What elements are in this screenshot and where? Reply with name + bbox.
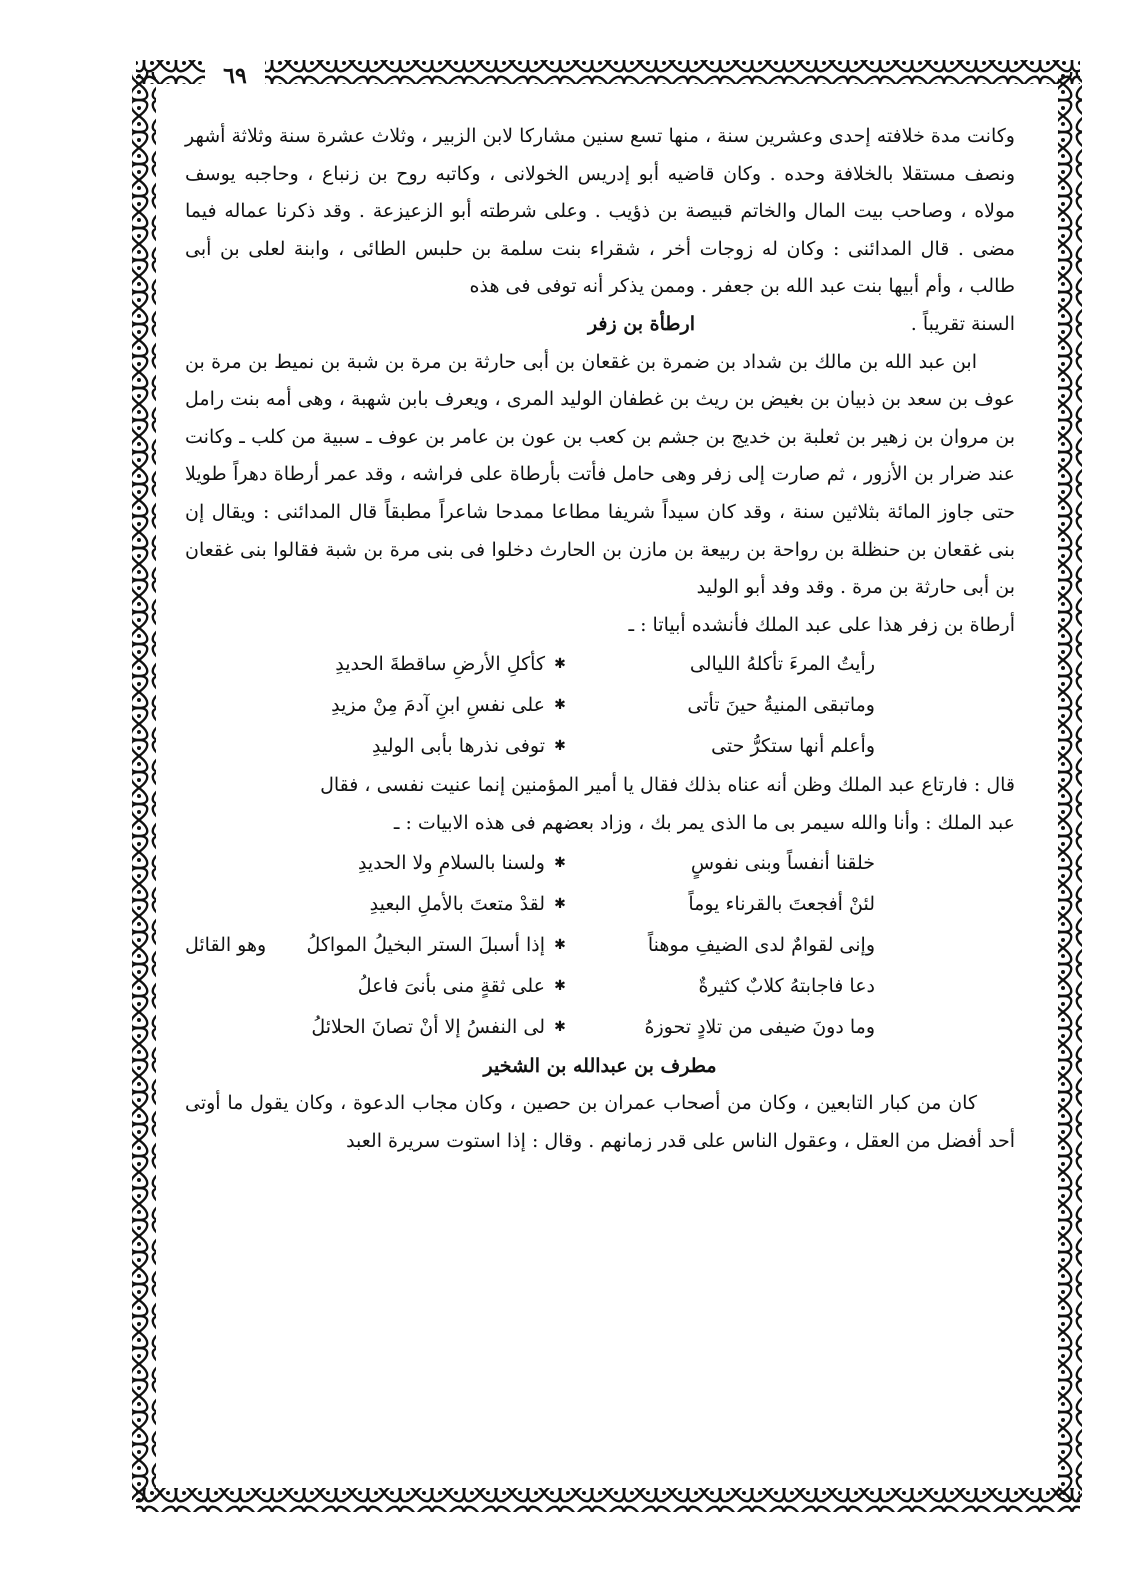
verse-separator-star: ✱ xyxy=(554,656,566,673)
verse-hemistich-second: توفى نذرها بأبى الوليدِ xyxy=(372,735,545,758)
verse-line xyxy=(185,685,1015,726)
verse-separator-star: ✱ xyxy=(554,854,566,871)
poet-caption: وهو القائل xyxy=(185,933,267,956)
verse-separator-star: ✱ xyxy=(554,697,566,714)
verse-hemistich-first: لئنْ أفجعتَ بالقرناء يوماً xyxy=(688,892,875,915)
poem-artaa-hospitality xyxy=(185,925,1015,1048)
paragraph-abdulmalik-reply: عبد الملك : وأنا والله سيمر بى ما الذى يمر بك ، وزاد بعضهم فى هذه الابيات : ـ xyxy=(393,811,1015,834)
verse-hemistich-first: خلقنا أنفساً وبنى نفوسٍ xyxy=(690,851,875,874)
verse-hemistich-second: ولسنا بالسلامِ ولا الحديدِ xyxy=(357,851,545,874)
verse-line xyxy=(185,1007,1015,1048)
verse-separator-star: ✱ xyxy=(554,1018,566,1035)
verse-line xyxy=(185,843,1015,884)
verse-hemistich-second: على نفسِ ابنِ آدمَ مِنْ مزيدِ xyxy=(331,694,545,717)
verse-hemistich-first: وماتبقى المنيةُ حينَ تأتى xyxy=(687,694,875,717)
paragraph-end-with-heading xyxy=(185,306,1015,344)
verse-line xyxy=(185,966,1015,1007)
verse-separator-star: ✱ xyxy=(554,936,566,953)
verse-hemistich-second: على ثقةٍ منى بأنىَ فاعلُ xyxy=(357,974,545,997)
poem-artaa xyxy=(185,644,1015,767)
verse-line xyxy=(185,644,1015,685)
verse-separator-star: ✱ xyxy=(554,977,566,994)
verse-hemistich-first: رأيتُ المرءَ تأكلهُ الليالى xyxy=(689,653,875,676)
section-heading-mutarrif: مطرف بن عبدالله بن الشخير xyxy=(483,1054,717,1077)
verses-intro-line: أرطاة بن زفر هذا على عبد الملك فأنشده أبياتا : ـ xyxy=(628,613,1015,636)
poem-additional-verses xyxy=(185,843,1015,925)
paragraph-after-verses: قال : فارتاع عبد الملك وظن أنه عناه بذلك فقال يا أمير المؤمنين إنما عنيت نفسى ، فقال xyxy=(320,774,1015,797)
verse-line xyxy=(185,726,1015,767)
verse-hemistich-first: وإنى لقوامٌ لدى الضيفِ موهناً xyxy=(647,933,875,956)
section-heading-artaa: ارطأة بن زفر xyxy=(587,312,695,335)
verse-separator-star: ✱ xyxy=(554,895,566,912)
verse-hemistich-second: إذا أسبلَ الستر البخيلُ المواكلُ xyxy=(306,933,545,956)
verse-hemistich-first: دعا فاجابتهُ كلابٌ كثيرةٌ xyxy=(698,974,875,997)
page-body xyxy=(185,118,1015,1508)
verse-line xyxy=(185,925,1015,966)
paragraph-artaa-biography: ابن عبد الله بن مالك بن شداد بن ضمرة بن غقعان بن أبى حارثة بن مرة بن شبة بن نميط بن مرة بن عوف بن سعد بن ذبيان بن بغيض بن ريث بن غطفان الوليد المرى ، ويعرف بابن شهبة ، وهى أمه بنت رامل بن مروان بن زهير بن ثعلبة بن خديج بن جشم بن كعب بن عون بن عامر بن عوف ـ سبية من كلب ـ وكانت عند ضرار بن الأزور ، ثم صارت إلى زفر وهى حامل فأتت بأرطاة على فراشه ، وقد عمر أرطاة دهراً طويلا حتى جاوز المائة بثلاثين سنة ، وقد كان سيداً شريفا مطاعا ممدحا شاعراً مطبقاً قال المدائنى : ويقال إن بنى غقعان بن حنظلة بن رواحة بن ربيعة بن مازن بن الحارث دخلوا فى بنى مرة بن شبة فقالوا بنى غقعان بن أبى حارثة بن مرة . وقد وفد أبو الوليد xyxy=(185,350,1015,599)
page-number: ٦٩ xyxy=(205,58,265,94)
verse-hemistich-second: لى النفسُ إلا أنْ تصانَ الحلائلُ xyxy=(311,1015,545,1038)
paragraph-mutarrif: كان من كبار التابعين ، وكان من أصحاب عمران بن حصين ، وكان مجاب الدعوة ، وكان يقول ما أوتى أحد أفضل من العقل ، وعقول الناس على قدر زمانهم . وقال : إذا استوت سريرة العبد xyxy=(185,1092,1015,1152)
verse-hemistich-first: وأعلم أنها ستكرُّ حتى xyxy=(711,735,875,758)
verse-hemistich-first: وما دونَ ضيفى من تلادٍ تحوزهُ xyxy=(644,1015,875,1038)
verse-hemistich-second: كأكلِ الأرضِ ساقطةَ الحديدِ xyxy=(335,653,545,676)
verse-line xyxy=(185,884,1015,925)
paragraph-abdulmalik-caliphate: وكانت مدة خلافته إحدى وعشرين سنة ، منها تسع سنين مشاركا لابن الزبير ، وثلاث عشرة سنة وثلاثة أشهر ونصف مستقلا بالخلافة وحده . وكان قاضيه أبو إدريس الخولانى ، وكاتبه روح بن زنباع ، وحاجبه يوسف مولاه ، وصاحب بيت المال والخاتم قبيصة بن ذؤيب . وعلى شرطته أبو الزعيزعة . وقد ذكرنا عماله فيما مضى . قال المدائنى : وكان له زوجات أخر ، شقراء بنت سلمة بن حلبس الطائى ، وابنة لعلى بن أبى طالب ، وأم أبيها بنت عبد الله بن جعفر . وممن يذكر أنه توفى فى هذه xyxy=(185,125,1015,298)
verse-hemistich-second: لقدْ متعتَ بالأملِ البعيدِ xyxy=(369,892,545,915)
verse-separator-star: ✱ xyxy=(554,738,566,755)
paragraph-tail: السنة تقريباً . xyxy=(910,312,1015,335)
